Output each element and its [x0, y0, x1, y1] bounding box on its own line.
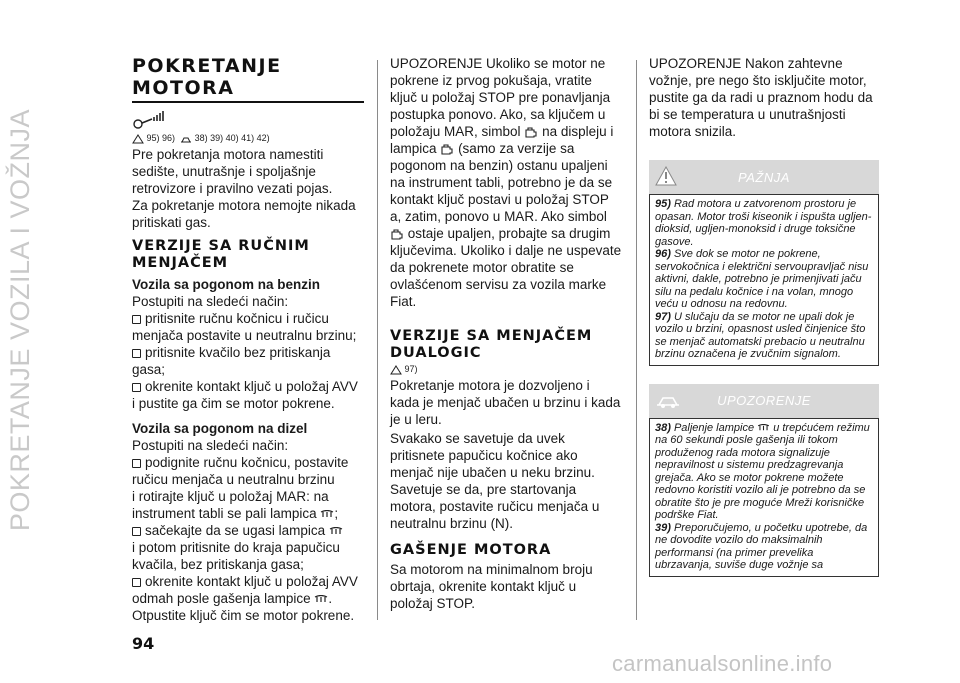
- engine-stop-paragraph: Sa motorom na minimalnom broju obrtaja, okrenite kontakt ključ u položaj STOP.: [390, 562, 593, 611]
- diesel-intro: Postupiti na sledeći način:: [132, 438, 289, 453]
- caution-paragraph: UPOZORENJE Ukoliko se motor ne pokrene iz prvog pokušaja, vratite ključ u položaj STOP pre ponavljanja postupka ponovo. Ako, sa ključem u položaju MAR, simbol na displeju i lampica (samo za verzije sa pogonom na benzin) ostanu upaljeni na instrument tabli, potrebno je da se kontakt ključ postavi u položaj STOP a, zatim, ponovo u MAR. Ako simbol ostaje upaljen, probajte sa drugim ključevima. Ukoliko i dalje ne uspevate da pokrenete motor obratite se ovlašćenom servisu za vozila marke Fiat.: [390, 56, 622, 309]
- intro-paragraph-2: Za pokretanje motora nemojte nikada pritiskati gas.: [132, 198, 356, 230]
- watermark: carmanualsonline.info: [612, 651, 833, 676]
- square-bullet: [132, 349, 141, 358]
- heading-diesel: Vozila sa pogonom na dizel: [132, 421, 308, 436]
- heading-text: POKRETANJE MOTORA: [132, 55, 282, 99]
- glow-plug-icon: [314, 595, 328, 604]
- square-bullet: [132, 578, 141, 587]
- reference-numbers: 97): [390, 364, 622, 375]
- caution-paragraph: UPOZORENJE Nakon zahtevne vožnje, pre nego što isključite motor, pustite ga da radi u praznom hodu da bi se temperatura u unutrašnjosti motora snizila.: [649, 56, 873, 139]
- square-bullet: [132, 383, 141, 392]
- warning-triangle-icon: [132, 134, 144, 144]
- engine-icon: [440, 143, 454, 156]
- warning-triangle-icon: [655, 166, 677, 186]
- column-1: [132, 55, 364, 624]
- square-bullet: [132, 315, 141, 324]
- heading-engine-stop: GAŠENJE MOTORA: [390, 542, 552, 558]
- warning-box-title: PAŽNJA: [738, 169, 790, 185]
- intro-paragraph: Pre pokretanja motora namestiti sedište, unutrašnje i spoljašnje retrovizore i pravilno vezati pojas.: [132, 147, 333, 196]
- list-item: pritisnite ručnu kočnicu i ručicu menjača postavite u neutralnu brzinu;: [132, 311, 357, 343]
- column-divider: [377, 60, 378, 620]
- key-icon: [132, 109, 364, 131]
- column-2: [390, 55, 622, 612]
- column-divider: [636, 60, 637, 620]
- glow-plug-icon: [320, 510, 334, 519]
- section-heading-starting: [132, 55, 364, 103]
- square-bullet: [132, 527, 141, 536]
- list-item: podignite ručnu kočnicu, postavite ručicu menjača u neutralnu brzinu: [132, 455, 349, 487]
- warning-item: 96) Sve dok se motor ne pokrene, servokočnica i električni servoupravljač nisu aktivni, dakle, potrebno je primenjivati jaču silu na pedalu kočnice i na volan, mnogo veću u odnosu na redovnu.: [655, 248, 869, 310]
- caution-box-title: UPOZORENJE: [717, 393, 811, 408]
- caution-box-header: [649, 384, 879, 418]
- closing-sentence: Otpustite ključ čim se motor pokrene.: [132, 608, 355, 623]
- dualogic-paragraph-1: Pokretanje motora je dozvoljeno i kada je menjač ubačen u brzinu i kada je u leru.: [390, 378, 621, 427]
- list-item-cont: i rotirajte ključ u položaj MAR: na instrument tabli se pali lampica ;: [132, 489, 339, 521]
- square-bullet: [132, 459, 141, 468]
- heading-manual: VERZIJE SA RUČNIM MENJAČEM: [132, 238, 310, 271]
- list-item: okrenite kontakt ključ u položaj AVV i pustite ga čim se motor pokrene.: [132, 379, 358, 411]
- column-3: [649, 55, 879, 577]
- side-title-text: POKRETANJE VOZILA I VOŽNJA: [4, 108, 35, 532]
- caution-item: 38) Paljenje lampice u trepćućem režimu na 60 sekundi posle gašenja ili tokom produženog rada motora signalizuje nepravilnost u sistemu predzagrevanja grejača. Ako se motor pokrene možete redovno koristiti vozilo ali je potrebno da se obratite što je pre moguće Mreži korisničke podrške Fiat.: [655, 421, 870, 521]
- list-item-cont: i potom pritisnite do kraja papučicu kvačila, bez pritiskanja gasa;: [132, 540, 340, 572]
- warning-box-body: [649, 194, 879, 366]
- list-item: pritisnite kvačilo bez pritiskanja gasa;: [132, 345, 331, 377]
- petrol-intro: Postupiti na sledeći način:: [132, 294, 289, 309]
- glow-plug-icon: [757, 424, 770, 432]
- list-item: sačekajte da se ugasi lampica: [132, 522, 364, 539]
- reference-numbers: 95) 96) 38) 39) 40) 41) 42): [132, 133, 364, 144]
- engine-icon: [524, 126, 538, 139]
- engine-icon: [390, 228, 404, 241]
- dualogic-paragraph-2: Svakako se savetuje da uvek pritisnete papučicu kočnice ako menjač nije ubačen u neku brzinu. Savetuje se da, pre startovanja motora, postavite ručicu menjača u neutralnu brzinu (N).: [390, 431, 600, 531]
- warning-item: 95) Rad motora u zatvorenom prostoru je opasan. Motor troši kiseonik i ispušta ugljen-dioksid, ugljen-monoksid i druge toksične gasove.: [655, 198, 872, 248]
- page-number: 94: [132, 634, 155, 653]
- car-warning-icon: [180, 134, 192, 144]
- caution-box-body: [649, 418, 879, 577]
- car-warning-icon: [655, 390, 681, 410]
- glow-plug-icon: [329, 527, 343, 536]
- caution-item: 39) Preporučujemo, u početku upotrebe, da ne dovodite vozilo do maksimalnih performansi (na primer prevelika ubrzavanja, suviše duge vožnje sa: [655, 521, 868, 571]
- side-chapter-title: [0, 40, 40, 600]
- warning-item: 97) U slučaju da se motor ne upali dok je vozilo u brzini, opasnost usled činjenice što se menjač automatski prebacio u neutralnu brzinu označena je zvučnim signalom.: [655, 310, 866, 360]
- heading-petrol: Vozila sa pogonom na benzin: [132, 277, 321, 292]
- list-item: okrenite kontakt ključ u položaj AVV odmah posle gašenja lampice .: [132, 574, 358, 606]
- warning-triangle-icon: [390, 365, 402, 375]
- heading-dualogic: VERZIJE SA MENJAČEM DUALOGIC: [390, 328, 593, 361]
- warning-box-header: [649, 160, 879, 194]
